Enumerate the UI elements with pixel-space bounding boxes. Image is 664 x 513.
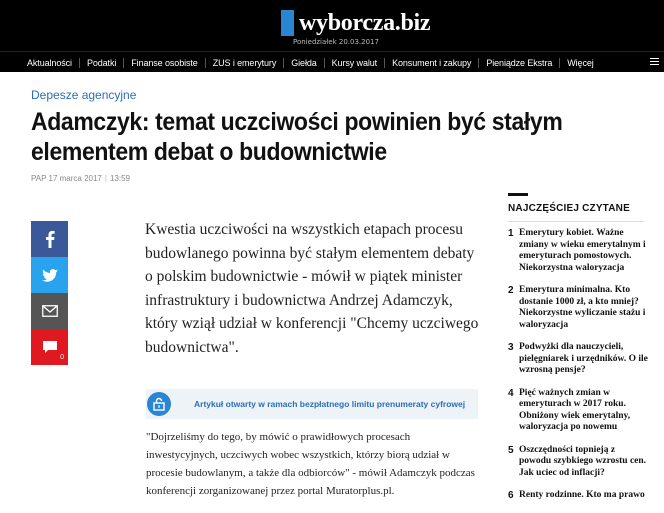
most-read-number: 4	[508, 387, 514, 399]
sidebar-divider	[508, 221, 644, 222]
comments-button[interactable]	[31, 329, 68, 365]
article-body-paragraph: "Dojrzeliśmy do tego, by mówić o prawidłowych procesach inwestycyjnych, uczciwych wobec wszystkich, którzy biorą udział w procesie budowlanym, a także dla odbiorców" - mówił Adamczyk podczas konferencji zorganizowanej przez portal Muratorplus.pl.	[146, 431, 475, 497]
most-read-number: 1	[508, 228, 514, 239]
article-title: Adamczyk: temat uczciwości powinien być stałym elementem debat o budownictwie	[31, 108, 563, 166]
twitter-icon	[42, 269, 58, 282]
nav-divider	[478, 58, 479, 68]
nav-item-gielda[interactable]: Giełda	[291, 57, 317, 68]
most-read-link[interactable]: Pięć ważnych zmian w emeryturach w 2017 roku. Obniżony wiek emerytalny, waloryzacja po nowemu	[519, 387, 631, 432]
nav-divider	[559, 58, 560, 68]
nav-item-pieniadze-ekstra[interactable]: Pieniądze Ekstra	[486, 57, 553, 68]
logo-text: wyborcza.biz	[299, 10, 431, 36]
most-read-item[interactable]	[508, 490, 648, 502]
most-read-list	[508, 228, 648, 513]
hamburger-menu-icon[interactable]	[650, 58, 659, 66]
article-date: 17 marca 2017	[48, 174, 102, 183]
logo-mark-icon	[281, 10, 294, 36]
top-bar	[0, 0, 664, 51]
nav-item-aktualnosci[interactable]: Aktualności	[27, 57, 72, 68]
paywall-info-box	[146, 389, 478, 419]
most-read-link[interactable]: Podwyżki dla nauczycieli, pielęgniarek i urzędników. O ile wzrosną pensje?	[519, 342, 648, 375]
facebook-icon	[45, 230, 55, 248]
nav-divider	[123, 58, 124, 68]
most-read-number: 3	[508, 342, 514, 353]
most-read-item[interactable]	[508, 445, 648, 480]
unlock-icon	[147, 392, 171, 416]
most-read-item[interactable]	[508, 388, 648, 434]
nav-divider	[205, 58, 206, 68]
site-logo[interactable]	[281, 10, 430, 36]
mail-share-button[interactable]	[31, 293, 68, 329]
nav-divider	[324, 58, 325, 68]
most-read-link[interactable]: Oszczędności topnieją z powodu szybkiego wzrostu cen. Jak uciec od inflacji?	[519, 444, 647, 478]
most-read-number: 2	[508, 285, 514, 296]
nav-divider	[384, 58, 385, 68]
nav-item-wiecej[interactable]: Więcej	[567, 57, 594, 68]
nav-item-zus-emerytury[interactable]: ZUS i emerytury	[212, 57, 277, 68]
paywall-text[interactable]: Artykuł otwarty w ramach bezpłatnego limitu prenumeraty cyfrowej	[194, 399, 466, 409]
most-read-item[interactable]	[508, 285, 648, 331]
main-nav	[0, 51, 664, 72]
most-read-number: 5	[508, 444, 514, 456]
article-meta: PAP 17 marca 2017 | 13:59	[31, 174, 130, 183]
comments-count: 0	[60, 354, 64, 361]
social-share-bar	[31, 221, 68, 365]
nav-item-finanse-osobiste[interactable]: Finanse osobiste	[131, 57, 198, 68]
article-time: 13:59	[109, 174, 130, 183]
most-read-link[interactable]: Emerytura minimalna. Kto dostanie 1000 zł, a kto mniej? Niekorzystne wyliczanie stażu i waloryzacja	[519, 285, 646, 330]
most-read-item[interactable]	[508, 342, 648, 377]
nav-item-konsument-zakupy[interactable]: Konsument i zakupy	[392, 57, 472, 68]
article-lead: Kwestia uczciwości na wszystkich etapach procesu budowlanego powinna być stałym elementem debaty o polskim budownictwie - mówił w piątek minister infrastruktury i budownictwa Andrzej Adamczyk, który wziął udział w konferencji "Chcemy uczciwego budownictwa".	[145, 221, 479, 356]
nav-divider	[283, 58, 284, 68]
article-source: PAP	[31, 174, 47, 183]
most-read-number: 6	[508, 490, 514, 501]
comment-icon	[42, 340, 58, 354]
facebook-share-button[interactable]	[31, 221, 68, 257]
most-read-item[interactable]	[508, 228, 648, 274]
article-category[interactable]: Depesze agencyjne	[31, 88, 137, 102]
nav-divider	[79, 58, 80, 68]
mail-icon	[42, 305, 58, 317]
nav-item-kursy-walut[interactable]: Kursy walut	[331, 57, 378, 68]
most-read-link[interactable]: Emerytury kobiet. Ważne zmiany w wieku emerytalnym i emeryturach pomostowych. Niekorzystna waloryzacja	[519, 228, 646, 273]
nav-item-podatki[interactable]: Podatki	[86, 57, 117, 68]
header-date: Poniedziałek 20.03.2017	[293, 38, 379, 46]
most-read-link[interactable]: Renty rodzinne. Kto ma prawo	[519, 490, 645, 500]
most-read-heading: NAJCZĘŚCIEJ CZYTANE	[508, 203, 630, 214]
twitter-share-button[interactable]	[31, 257, 68, 293]
sidebar-accent-bar	[508, 193, 528, 196]
